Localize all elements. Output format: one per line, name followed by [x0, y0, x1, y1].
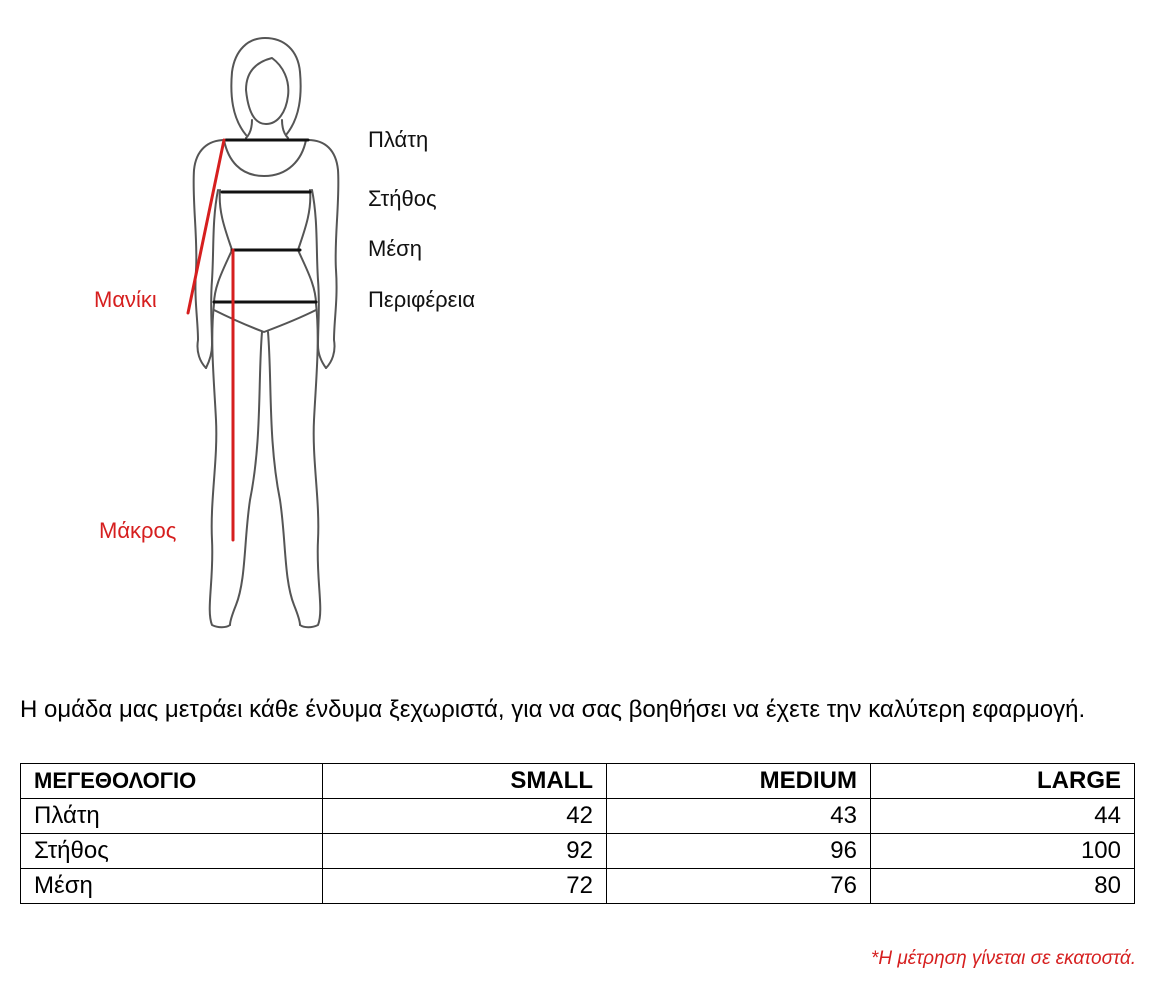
body-outline-drawing	[0, 0, 560, 650]
table-header-row	[21, 764, 1135, 799]
cell-value: 42	[323, 799, 607, 834]
sleeve-line	[188, 140, 224, 313]
row-label-waist: Μέση	[21, 869, 323, 904]
header-small: SMALL	[323, 764, 607, 799]
measurement-note: *Η μέτρηση γίνεται σε εκατοστά.	[870, 948, 1136, 969]
cell-value: 100	[871, 834, 1135, 869]
label-shoulders: Πλάτη	[368, 127, 429, 152]
header-medium: MEDIUM	[607, 764, 871, 799]
label-sleeve: Μανίκι	[94, 287, 157, 312]
header-large: LARGE	[871, 764, 1135, 799]
label-length: Μάκρος	[99, 518, 177, 543]
cell-value: 43	[607, 799, 871, 834]
cell-value: 44	[871, 799, 1135, 834]
cell-value: 92	[323, 834, 607, 869]
label-hips: Περιφέρεια	[368, 287, 476, 312]
table-row	[21, 834, 1135, 869]
cell-value: 76	[607, 869, 871, 904]
table-row	[21, 869, 1135, 904]
cell-value: 72	[323, 869, 607, 904]
cell-value: 96	[607, 834, 871, 869]
row-label-chest: Στήθος	[21, 834, 323, 869]
label-chest: Στήθος	[368, 186, 437, 211]
row-label-shoulders: Πλάτη	[21, 799, 323, 834]
intro-text: Η ομάδα μας μετράει κάθε ένδυμα ξεχωριστά, για να σας βοηθήσει να έχετε την καλύτερη εφαρμογή.	[20, 696, 1086, 723]
size-table	[20, 763, 1135, 904]
header-size-chart: ΜΕΓΕΘΟΛΟΓΙΟ	[21, 764, 323, 799]
label-waist: Μέση	[368, 236, 422, 261]
table-row	[21, 799, 1135, 834]
size-guide-figure	[0, 0, 560, 650]
cell-value: 80	[871, 869, 1135, 904]
